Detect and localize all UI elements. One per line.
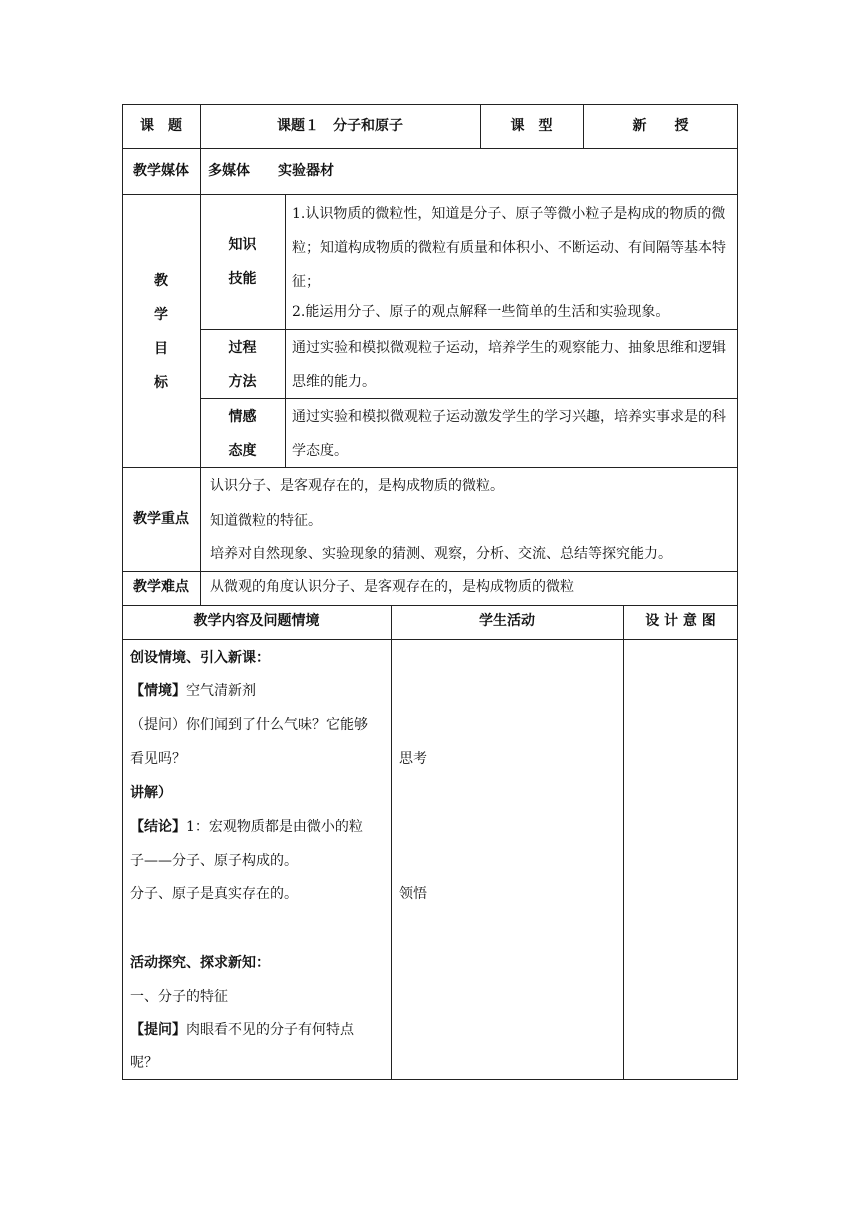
explain-label: 讲解）: [130, 785, 172, 801]
situation-text: 空气清新剂: [186, 683, 256, 699]
row-divider: [200, 329, 738, 330]
situation-tag: 【情境】: [130, 683, 186, 699]
row-divider: [122, 639, 738, 640]
emotion-label-line: 情感: [228, 409, 257, 425]
objectives-label-char: 标: [154, 375, 168, 391]
row-divider: [122, 148, 738, 149]
objectives-label: [122, 264, 200, 400]
question-line: 呢？: [130, 1055, 158, 1071]
process-objective: 通过实验和模拟微观粒子运动，培养学生的观察能力、抽象思维和逻辑思维的能力。: [292, 340, 726, 390]
question-line: [130, 1022, 354, 1039]
key-point-item: 培养对自然现象、实验现象的猜测、观察，分析、交流、总结等探究能力。: [210, 546, 672, 562]
key-point-item: 认识分子、是客观存在的，是构成物质的微粒。: [210, 478, 504, 494]
conclusion-tag: 【结论】: [130, 819, 186, 835]
objectives-label-char: 目: [154, 341, 168, 357]
conclusion-text: 1：宏观物质都是由微小的粒: [186, 819, 363, 835]
question-line: 看见吗？: [130, 751, 186, 767]
question-line: （提问）你们闻到了什么气味？它能够: [130, 717, 368, 733]
lesson-title: 课题１ 分子和原子: [277, 118, 403, 134]
lesson-type-label: 课 型: [510, 118, 553, 134]
section-heading: 活动探究、探求新知：: [130, 955, 270, 971]
column-header-design: 设 计 意 图: [645, 613, 716, 629]
column-header-content: 教学内容及问题情境: [193, 613, 320, 629]
process-method-label: [200, 331, 285, 399]
lesson-type-value: 新 授: [632, 118, 689, 134]
column-divider: [391, 605, 392, 1080]
emotion-objective: 通过实验和模拟微观粒子运动激发学生的学习兴趣，培养实事求是的科学态度。: [292, 409, 726, 459]
conclusion-line: [130, 819, 363, 836]
column-divider: [623, 605, 624, 1080]
knowledge-objective-1: 1.认识物质的微粒性，知道是分子、原子等微小粒子是构成的物质的微粒；知道构成物质的微粒有质量和体积小、不断运动、有间隔等基本特征；: [292, 206, 726, 290]
conclusion-line: 子——分子、原子构成的。: [130, 853, 298, 869]
knowledge-objective-2: 2.能运用分子、原子的观点解释一些简单的生活和实验现象。: [292, 304, 670, 320]
row-divider: [122, 194, 738, 195]
media-value: 多媒体 实验器材: [208, 163, 334, 179]
row-divider: [122, 605, 738, 606]
process-label-line: 方法: [228, 374, 257, 390]
knowledge-skill-label: [200, 228, 285, 296]
key-point-item: 知道微粒的特征。: [210, 513, 322, 529]
emotion-label-line: 态度: [228, 443, 257, 459]
difficulty-value: 从微观的角度认识分子、是客观存在的，是构成物质的微粒: [210, 579, 574, 595]
knowledge-label-line: 技能: [228, 271, 257, 287]
column-header-activity: 学生活动: [479, 613, 535, 629]
activity-realize: 领悟: [399, 886, 427, 902]
question-tag: 【提问】: [130, 1022, 186, 1038]
difficulty-label: 教学难点: [133, 579, 189, 595]
column-divider: [285, 194, 286, 467]
question-text: 肉眼看不见的分子有何特点: [186, 1022, 354, 1038]
row-divider: [122, 571, 738, 572]
emotion-attitude-label: [200, 400, 285, 468]
objectives-label-char: 教: [154, 273, 168, 289]
knowledge-label-line: 知识: [228, 237, 257, 253]
key-points-label: 教学重点: [133, 511, 189, 527]
situation-line: [130, 683, 256, 700]
title-label: 课 题: [140, 118, 182, 134]
statement-line: 分子、原子是真实存在的。: [130, 886, 298, 902]
media-label: 教学媒体: [133, 163, 189, 179]
subsection-title: 一、分子的特征: [130, 989, 228, 1005]
section-heading: 创设情境、引入新课：: [130, 650, 270, 666]
process-label-line: 过程: [228, 340, 257, 356]
activity-think: 思考: [399, 751, 427, 767]
objectives-label-char: 学: [154, 307, 168, 323]
